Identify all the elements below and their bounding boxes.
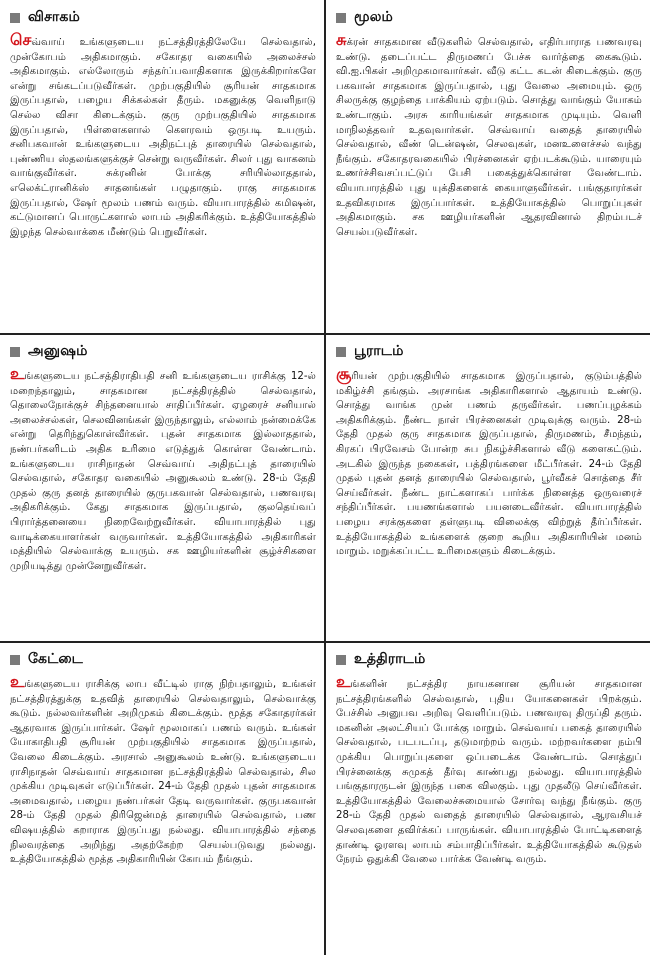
section-header (10, 338, 316, 366)
section-body (10, 364, 316, 574)
section-uthiradam (326, 642, 650, 955)
section-header (10, 4, 316, 32)
drop-initial: உ (336, 672, 351, 691)
section-title: பூராடம் (354, 343, 404, 359)
bullet-square-icon (10, 347, 20, 357)
section-title: கேட்டை (28, 651, 84, 667)
section-anusham (0, 334, 324, 642)
drop-initial: சு (336, 30, 347, 49)
section-title: அனுஷம் (28, 343, 88, 359)
bullet-square-icon (336, 13, 346, 23)
bullet-square-icon (336, 655, 346, 665)
section-text: ரியன் முற்பகுதியில் சாதகமாக இருப்பதால், குடும்பத்தில் மகிழ்ச்சி தங்கும். அரசாங்க அதிகாரிகளால் ஆதாயம் உண்டு. சொத்து வாங்க முன் பணம் தருவீர்கள். பணப்புழக்கம் அதிகரிக்கும். நீண்ட நாள் பிரச்னைகள் முடிவுக்கு வரும். 28-ம் தேதி முதல் குரு சாதகமாக இருப்பதால், திருமணம், சீமந்தம், கிரகப் பிரவேசம் போன்ற சுப நிகழ்ச்சிகளால் வீடு களைகட்டும். அடகில் இருந்த நகைகள், பத்திரங்களை மீட்பீர்கள். 24-ம் தேதி முதல் புதன் தனத் தாரையில் செல்வதால், பூர்வீகச் சொத்தை சீர் செய்வீர்கள். நீண்ட நாட்களாகப் பார்க்க நினைத்த ஒருவரைச் சந்திப்பீர்கள். பயணங்களால் பயனடைவீர்கள். வியாபாரத்தில் பழைய சரக்குகளை தள்ளுபடி விலைக்கு விற்றுத் தீர்ப்பீர்கள். உத்தியோகத்தில் உங்களைக் குறை கூறிய அதிகாரியின் மனம் மாறும். மறுக்கப்பட்ட உரிமைகளும் கிடைக்கும். (336, 371, 642, 558)
section-header (336, 338, 642, 366)
section-body (10, 30, 316, 240)
section-body (336, 30, 642, 240)
bullet-square-icon (336, 347, 346, 357)
bullet-square-icon (10, 655, 20, 665)
section-body (336, 364, 642, 560)
section-header (336, 4, 642, 32)
section-title: உத்திராடம் (354, 651, 426, 667)
drop-initial: உ (10, 364, 25, 383)
section-text: க்ரன் சாதகமான வீடுகளில் செல்வதால், எதிர்பாராத பணவரவு உண்டு. தடைப்பட்ட திருமணப் பேச்சு வார்த்தை கைகூடும். வி.ஐ.பிகள் அறிமுகமாவார்கள். வீடு கட்ட கடன் கிடைக்கும். குரு பகவான் சாதகமாக இருப்பதால், புது வேலை அமையும். ஒரு சிலருக்கு குழந்தை பாக்கியம் ஏற்படும். சொத்து வாங்கும் யோகம் உண்டாகும். அரசு காரியங்கள் சாதகமாக முடியும். வெளி மாநிலத்தவர் உதவுவார்கள். செவ்வாய் வதைத் தாரையில் செல்வதால், வீண் டென்ஷன், செலவுகள், மனஉளைச்சல் வந்து நீங்கும். சகோதரவகையில் பிரச்னைகள் ஏற்படக்கூடும். யாரையும் உணர்ச்சிவசப்பட்டுப் பேசி பகைத்துக்கொள்ள வேண்டாம். வியாபாரத்தில் புது யுக்திகளைக் கையாளுவீர்கள். பங்குதாரர்கள் உதவிகரமாக இருப்பார்கள். உத்தியோகத்தில் பொறுப்புகள் அதிகமாகும். சக ஊழியர்களின் ஆதரவினால் திறம்படச் செயல்படுவீர்கள். (336, 37, 642, 238)
section-header (336, 646, 642, 674)
section-text: ங்களுடைய ராசிக்கு லாப வீட்டில் ராகு நிற்பதாலும், உங்கள் நட்சத்திரத்துக்கு உதவித் தாரையில் செல்வதாலும், செல்வாக்கு கூடும். நல்லவர்களின் அறிமுகம் கிடைக்கும். மூத்த சகோதரர்கள் ஆதரவாக இருப்பார்கள். ஷேர் மூலமாகப் பணம் வரும். உங்கள் யோகாதிபதி சூரியன் முற்பகுதியில் சாதகமாக இருப்பதால், வேலை கிடைக்கும். அரசால் அனுகூலம் உண்டு. உங்களுடைய ராசிநாதன் செவ்வாய் சாதகமான நட்சத்திரத்தில் செல்வதால், சில முக்கிய முடிவுகள் எடுப்பீர்கள். 24-ம் தேதி முதல் புதன் சாதகமாக அமைவதால், பழைய நண்பர்கள் தேடி வருவார்கள். குருபகவான் 28-ம் தேதி முதல் திரிஜென்மத் தாரையில் செல்வதால், பண விஷயத்தில் கறாராக இருப்பது நல்லது. வியாபாரத்தில் சந்தை நிலவரத்தை அறிந்து அதற்கேற்ற செயல்படுவது நல்லது. உத்தியோகத்தில் மூத்த அதிகாரியின் கோபம் நீங்கும். (10, 679, 316, 866)
section-moolam (326, 0, 650, 334)
drop-initial: உ (10, 672, 25, 691)
drop-initial: சூ (336, 364, 352, 383)
section-text: ங்களின் நட்சத்திர நாயகனான சூரியன் சாதகமான நட்சத்திரங்களில் செல்வதால், புதிய யோகனைகள் பிறக்கும். பேச்சில் அனுபவ அறிவு வெளிப்படும். பணவரவு திருப்தி தரும். மகனின் அலட்சியப் போக்கு மாறும். செவ்வாய் பகைத் தாரையில் செல்வதால், படபடப்பு, தடுமாற்றம் வரும். மற்றவர்களை நம்பி முக்கிய பொறுப்புகளை ஒப்படைக்க வேண்டாம். சொத்துப் பிரச்னைக்கு சுமுகத் தீர்வு காண்பது நல்லது. வியாபாரத்தில் பங்குதாரருடன் இருந்த பகை விலகும். புது முதலீடு செய்வீர்கள். உத்தியோகத்தில் வேலைச்சுமையால் சோர்வு வந்து நீங்கும். குரு 28-ம் தேதி முதல் வதைத் தாரையில் செல்வதால், ஆரவசியச் செலவுகளை தவிர்க்கப் பாருங்கள். வியாபாரத்தில் போட்டிகளைத் தாண்டி ஓரளவு லாபம் சம்பாதிப்பீர்கள். உத்தியோகத்தில் கூடுதல் நேரம் ஒதுக்கி வேலை பார்க்க வேண்டி வரும். (336, 679, 642, 866)
section-body (10, 672, 316, 868)
drop-initial: செ (10, 30, 32, 49)
section-visakam (0, 0, 324, 334)
section-kettai (0, 642, 324, 955)
section-header (10, 646, 316, 674)
section-body (336, 672, 642, 868)
section-text: ங்களுடைய நட்சத்திராதிபதி சனி உங்களுடைய ராசிக்கு 12-ல் மறைந்தாலும், சாதகமான நட்சத்திரத்தில் செல்வதால், தொலைநோக்குச் சிந்தனையால் சாதிப்பீர்கள். ஏழரைச் சனியால் அலைச்சல்கள், செலவினங்கள் இருந்தாலும், எல்லாம் நன்மைக்கே என்று தெரிந்துகொள்வீர்கள். புதன் சாதகமாக இல்லாததால், நண்பர்களிடம் அதிக உரிமை எடுத்துக் கொள்ள வேண்டாம். உங்களுடைய ராசிநாதன் செவ்வாய் அதிநட்புத் தாரையில் செல்வதால், சகோதர வகையில் அனுகூலம் உண்டு. 28-ம் தேதி முதல் குரு தனத் தாரையில் குருபகவான் செல்வதால், பணவரவு அதிகரிக்கும். கேது சாதகமாக இருப்பதால், குலதெய்வப் பிரார்த்தனையை நிறைவேற்றுவீர்கள். வியாபாரத்தில் புது வாடிக்கையாளர்கள் வருவார்கள். உத்தியோகத்தில் அதிகாரிகள் மத்தியில் செல்வாக்கு உயரும். சக ஊழியர்களின் சூழ்ச்சிகளை முறியடித்து முன்னேறுவீர்கள். (10, 371, 316, 572)
bullet-square-icon (10, 13, 20, 23)
section-pooradam (326, 334, 650, 642)
section-title: மூலம் (354, 9, 393, 25)
section-text: வ்வாய் உங்களுடைய நட்சத்திரத்திலேயே செல்வதால், முன்கோபம் அதிகமாகும். சகோதர வகையில் அலைச்சல் அதிகமாகும். எல்லோரும் சந்தர்ப்பவாதிகளாக இருக்கிறார்களே என்று சங்கடப்படுவீர்கள். முற்பகுதியில் சூரியன் சாதகமாக இருப்பதால், பழைய சிக்கல்கள் தீரும். மகனுக்கு வெளிநாடு செல்ல விசா கிடைக்கும். குரு முற்பகுதியில் சாதகமாக இருப்பதால், பிள்ளைகளால் கௌரவம் ஒருபடி உயரும். சனிபகவான் உங்களுடைய அதிநட்புத் தாரையில் செல்வதால், புண்ணிய ஸ்தலங்களுக்குச் சென்று வருவீர்கள். சிலர் புது வாகனம் வாங்குவீர்கள். சுக்ரனின் போக்கு சரியில்லாததால், எலெக்ட்ரானிக்ஸ் சாதனங்கள் பழுதாகும். ராகு சாதகமாக இருப்பதால், ஷேர் மூலம் பணம் வரும். வியாபாரத்தில் கமிஷன், கட்டுமானப் பொருட்களால் லாபம் அதிகரிக்கும். உத்தியோகத்தில் இழந்த செல்வாக்கை மீண்டும் பெறுவீர்கள். (10, 37, 316, 238)
section-title: விசாகம் (28, 9, 81, 25)
